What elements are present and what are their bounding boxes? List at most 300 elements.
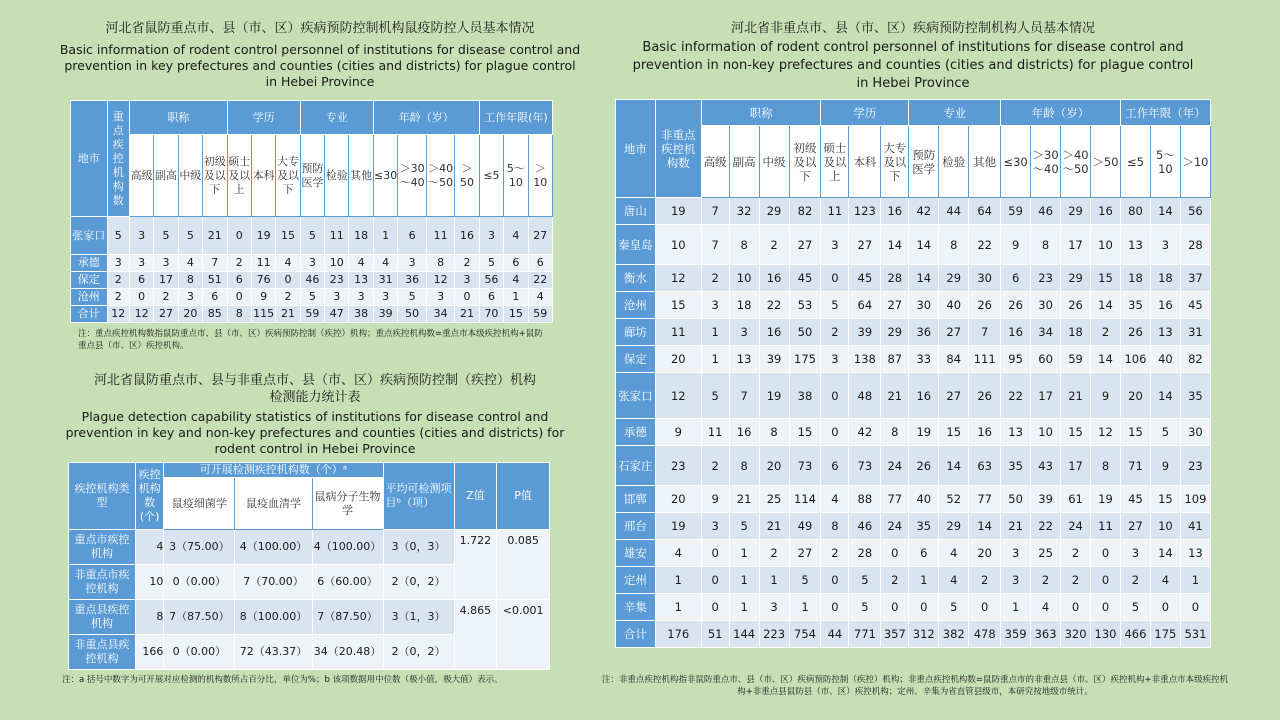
cell: 2 xyxy=(821,540,849,567)
cell: 35 xyxy=(1180,373,1210,419)
cell: 175 xyxy=(1150,621,1180,648)
cell: 29 xyxy=(939,265,969,292)
table-row xyxy=(616,373,1211,419)
cell: 5 xyxy=(300,289,324,306)
cell: 1 xyxy=(655,594,701,621)
cell: 0（0.00） xyxy=(164,635,235,670)
left-bottom-note: 注：a 括号中数字为可开展对应检测的机构数所占百分比，单位为%；b 该项数据用中位数（极小值，极大值）表示。 xyxy=(62,675,503,685)
cell: 8 xyxy=(729,225,759,265)
header-avg: 平均可检测项目ᵇ（项） xyxy=(383,463,454,530)
cell: 4 xyxy=(178,255,202,272)
cell: 82 xyxy=(1180,346,1210,373)
header-city: 地市 xyxy=(71,101,108,217)
cell: 26 xyxy=(969,373,1001,419)
subheader-5: 本科 xyxy=(849,126,881,198)
cell: 5 xyxy=(178,217,202,255)
cell: 15 xyxy=(1120,419,1150,446)
cell: 166 xyxy=(135,635,163,670)
cell: 59 xyxy=(300,306,324,323)
cell: 2 xyxy=(227,255,251,272)
left-top-note: 注：重点疾控机构数指鼠防重点市、县（市、区）疾病预防控制（疾控）机构；重点疾控机构数=重点市本级疾控机构+鼠防重点县（市、区）疾控机构。 xyxy=(78,329,543,351)
cell: 59 xyxy=(1061,346,1091,373)
subheader-3: 初级及以下 xyxy=(203,135,227,217)
cell: 16 xyxy=(909,373,939,419)
cell: 3 xyxy=(729,319,759,346)
cell: 5 xyxy=(701,373,729,419)
cell-p1: 0.085 xyxy=(497,530,550,600)
cell: 9 xyxy=(1150,446,1180,486)
cell: 9 xyxy=(251,289,275,306)
cell: 27 xyxy=(1120,513,1150,540)
cell: 39 xyxy=(759,346,789,373)
header-age-group: 年龄（岁） xyxy=(373,101,479,135)
cell: 88 xyxy=(849,486,881,513)
cell: 40 xyxy=(1150,346,1180,373)
cell: 8 xyxy=(426,255,454,272)
subheader-9: 其他 xyxy=(349,135,373,217)
table-row xyxy=(616,486,1211,513)
cell: 0 xyxy=(821,373,849,419)
cell: 0 xyxy=(227,217,251,255)
cell: 64 xyxy=(849,292,881,319)
cell: 754 xyxy=(789,621,821,648)
cell: 22 xyxy=(1031,513,1061,540)
table-row xyxy=(616,292,1211,319)
cell: 123 xyxy=(849,198,881,225)
subheader-4: 硕士及以上 xyxy=(821,126,849,198)
cell: 3 xyxy=(455,272,479,289)
cell: 5 xyxy=(1150,419,1180,446)
cell: 109 xyxy=(1180,486,1210,513)
cell: 7 xyxy=(969,319,1001,346)
table-row xyxy=(616,265,1211,292)
right-table xyxy=(615,99,1211,648)
table-row xyxy=(616,198,1211,225)
cell: 6 xyxy=(129,272,153,289)
subheader-0: 高级 xyxy=(701,126,729,198)
cell: 17 xyxy=(1031,373,1061,419)
cell: 4 xyxy=(939,540,969,567)
cell: 39 xyxy=(849,319,881,346)
cell: 6 xyxy=(227,272,251,289)
row-city: 沧州 xyxy=(71,289,108,306)
cell: 11 xyxy=(821,198,849,225)
cell: 13 xyxy=(729,346,759,373)
subheader-16: ＞10 xyxy=(1180,126,1210,198)
cell: 3 xyxy=(701,513,729,540)
subheader-2: 中级 xyxy=(178,135,202,217)
cell: 9 xyxy=(701,486,729,513)
cell: 14 xyxy=(1150,198,1180,225)
cell: 14 xyxy=(1091,292,1121,319)
cell: 77 xyxy=(969,486,1001,513)
cell: 138 xyxy=(849,346,881,373)
cell: 22 xyxy=(759,292,789,319)
cell: 39 xyxy=(1031,486,1061,513)
cell: 40 xyxy=(909,486,939,513)
cell: 2 xyxy=(759,540,789,567)
cell: 2 xyxy=(969,567,1001,594)
cell: 5 xyxy=(821,292,849,319)
cell: 6 xyxy=(1001,265,1031,292)
table-row xyxy=(71,272,553,289)
cell: 3 xyxy=(426,289,454,306)
cell: 4 xyxy=(821,486,849,513)
left-top-title-block xyxy=(40,20,600,90)
cell: 28 xyxy=(881,265,909,292)
cell: 3 xyxy=(1001,567,1031,594)
header-edu-group: 学历 xyxy=(227,101,300,135)
subheader-6: 大专及以下 xyxy=(276,135,300,217)
cell: 4（100.00） xyxy=(235,530,312,565)
row-city: 保定 xyxy=(71,272,108,289)
cell: 3 xyxy=(1150,225,1180,265)
header-s1: 鼠疫细菌学 xyxy=(164,478,235,530)
row-city: 邢台 xyxy=(616,513,656,540)
cell: 3 xyxy=(1120,540,1150,567)
left-top-table xyxy=(70,100,553,323)
cell: 71 xyxy=(1120,446,1150,486)
cell: 11 xyxy=(325,217,349,255)
cell: 63 xyxy=(969,446,1001,486)
cell: 1 xyxy=(504,289,528,306)
cell: 0 xyxy=(1091,540,1121,567)
header-title-group: 职称 xyxy=(701,100,821,126)
cell: 29 xyxy=(939,513,969,540)
row-city: 衡水 xyxy=(616,265,656,292)
subheader-8: 检验 xyxy=(325,135,349,217)
cell: 531 xyxy=(1180,621,1210,648)
cell: 8 xyxy=(881,419,909,446)
cell: 2 xyxy=(1120,567,1150,594)
header-s3: 鼠病分子生物学 xyxy=(312,478,383,530)
cell: 16 xyxy=(1091,198,1121,225)
cell: 4 xyxy=(939,567,969,594)
cell: 2 xyxy=(1061,540,1091,567)
cell: 2（0，2） xyxy=(383,565,454,600)
subheader-9: 其他 xyxy=(969,126,1001,198)
cell: 21 xyxy=(276,306,300,323)
cell: 22 xyxy=(969,225,1001,265)
cell: 6 xyxy=(909,540,939,567)
cell: 26 xyxy=(969,292,1001,319)
cell: 16 xyxy=(1150,292,1180,319)
cell: 41 xyxy=(1180,513,1210,540)
cell: 22 xyxy=(1001,373,1031,419)
cell: 26 xyxy=(1001,292,1031,319)
cell: 33 xyxy=(909,346,939,373)
left-top-title-en-1: Basic information of rodent control personnel of institutions for disease control and xyxy=(59,42,581,57)
cell: 144 xyxy=(729,621,759,648)
cell: 382 xyxy=(939,621,969,648)
row-type: 非重点市疾控机构 xyxy=(69,565,136,600)
cell: 3 xyxy=(373,289,398,306)
cell: 0 xyxy=(1180,594,1210,621)
subheader-4: 硕士及以上 xyxy=(227,135,251,217)
cell: 0 xyxy=(455,289,479,306)
cell: 115 xyxy=(251,306,275,323)
cell: 51 xyxy=(701,621,729,648)
cell: 3 xyxy=(107,255,129,272)
cell: 21 xyxy=(1001,513,1031,540)
cell: 21 xyxy=(455,306,479,323)
cell: 6 xyxy=(398,217,426,255)
cell: 20 xyxy=(969,540,1001,567)
cell: 771 xyxy=(849,621,881,648)
table-row xyxy=(71,255,553,272)
cell: 27 xyxy=(939,319,969,346)
cell: 0 xyxy=(821,594,849,621)
cell: 59 xyxy=(528,306,552,323)
cell: 26 xyxy=(909,446,939,486)
cell: 19 xyxy=(655,198,701,225)
left-bottom-title-cn-2: 检测能力统计表 xyxy=(269,390,361,405)
cell-z2: 4.865 xyxy=(454,600,497,670)
cell: 14 xyxy=(1150,373,1180,419)
cell: 27 xyxy=(154,306,178,323)
cell: 0 xyxy=(1091,567,1121,594)
cell: 20 xyxy=(759,446,789,486)
cell: 312 xyxy=(909,621,939,648)
cell: 20 xyxy=(655,486,701,513)
cell: 84 xyxy=(939,346,969,373)
subheader-5: 本科 xyxy=(251,135,275,217)
cell: 20 xyxy=(1120,373,1150,419)
cell: 27 xyxy=(939,373,969,419)
cell: 0 xyxy=(1150,594,1180,621)
cell: 11 xyxy=(1091,513,1121,540)
right-note: 注：非重点疾控机构指非鼠防重点市、县（市、区）疾病预防控制（疾控）机构；非重点疾控机构数=鼠防重点市的非重点县（市、区）疾控机构+非重点市本级疾控机构+非重点县鼠防县（市、区）疾控机构；定州、辛集为省直管县级市，本研究按地级市统计。 xyxy=(601,675,1229,697)
cell: 8 xyxy=(759,419,789,446)
cell: 2 xyxy=(1091,319,1121,346)
row-city: 辛集 xyxy=(616,594,656,621)
cell: 2 xyxy=(701,265,729,292)
cell: 29 xyxy=(1061,198,1091,225)
cell: 3 xyxy=(325,289,349,306)
cell: 6 xyxy=(821,446,849,486)
cell: 1 xyxy=(701,319,729,346)
cell: 11 xyxy=(655,319,701,346)
cell: 7 xyxy=(729,373,759,419)
header-count: 非重点疾控机构数 xyxy=(655,100,701,198)
header-major-group: 专业 xyxy=(300,101,373,135)
left-top-title-en-3: in Hebei Province xyxy=(265,74,375,89)
cell: 48 xyxy=(849,373,881,419)
cell: 19 xyxy=(909,419,939,446)
cell: 59 xyxy=(1001,198,1031,225)
cell: 2 xyxy=(821,319,849,346)
cell: 1 xyxy=(701,346,729,373)
cell: 15 xyxy=(1150,486,1180,513)
row-type: 重点县疾控机构 xyxy=(69,600,136,635)
cell: 20 xyxy=(655,346,701,373)
cell: 4 xyxy=(655,540,701,567)
row-city: 邯郸 xyxy=(616,486,656,513)
cell: 13 xyxy=(1120,225,1150,265)
cell: 10 xyxy=(655,225,701,265)
cell: 3 xyxy=(129,217,153,255)
cell: 0 xyxy=(1061,594,1091,621)
cell: 12 xyxy=(1091,419,1121,446)
cell: 1 xyxy=(789,594,821,621)
cell: 13 xyxy=(1150,319,1180,346)
cell: 15 xyxy=(789,419,821,446)
cell: 24 xyxy=(881,446,909,486)
cell: 3 xyxy=(349,289,373,306)
header-major-group: 专业 xyxy=(909,100,1001,126)
header-count: 重点疾控机构数 xyxy=(107,101,129,217)
cell: 5 xyxy=(729,513,759,540)
table-row xyxy=(616,621,1211,648)
cell: 5 xyxy=(107,217,129,255)
cell: 16 xyxy=(759,319,789,346)
cell: 5 xyxy=(479,255,503,272)
cell: 16 xyxy=(455,217,479,255)
subheader-15: 5～10 xyxy=(504,135,528,217)
cell: 20 xyxy=(178,306,202,323)
cell: 2 xyxy=(1061,567,1091,594)
table-row xyxy=(69,530,550,565)
cell: 43 xyxy=(1031,446,1061,486)
cell: 34（20.48） xyxy=(312,635,383,670)
cell: 21 xyxy=(1061,373,1091,419)
cell: 3 xyxy=(178,289,202,306)
table-row xyxy=(616,540,1211,567)
cell: 16 xyxy=(881,198,909,225)
cell: 0 xyxy=(1091,594,1121,621)
cell: 0 xyxy=(821,419,849,446)
row-city: 唐山 xyxy=(616,198,656,225)
cell: 5 xyxy=(849,594,881,621)
cell: 223 xyxy=(759,621,789,648)
subheader-10: ≤30 xyxy=(1001,126,1031,198)
cell: 32 xyxy=(729,198,759,225)
row-city: 合计 xyxy=(616,621,656,648)
cell: 17 xyxy=(1061,225,1091,265)
row-type: 重点市疾控机构 xyxy=(69,530,136,565)
header-num: 疾控机构数(个) xyxy=(135,463,163,530)
cell: 18 xyxy=(729,292,759,319)
cell: 35 xyxy=(1001,446,1031,486)
cell: 16 xyxy=(969,419,1001,446)
cell: 478 xyxy=(969,621,1001,648)
cell: 3 xyxy=(129,255,153,272)
cell: 25 xyxy=(759,486,789,513)
cell: 46 xyxy=(300,272,324,289)
cell: 130 xyxy=(1091,621,1121,648)
header-city: 地市 xyxy=(616,100,656,198)
cell: 29 xyxy=(881,319,909,346)
cell: 7 xyxy=(203,255,227,272)
subheader-10: ≤30 xyxy=(373,135,398,217)
cell: 14 xyxy=(939,446,969,486)
cell: 6（60.00） xyxy=(312,565,383,600)
cell: 45 xyxy=(1120,486,1150,513)
cell: 5 xyxy=(849,567,881,594)
cell: 2（0，2） xyxy=(383,635,454,670)
table-row xyxy=(71,306,553,323)
cell: 16 xyxy=(729,419,759,446)
row-city: 承德 xyxy=(616,419,656,446)
cell: 28 xyxy=(1180,225,1210,265)
cell: 8 xyxy=(178,272,202,289)
cell: 4 xyxy=(504,272,528,289)
cell: 15 xyxy=(1091,265,1121,292)
subheader-16: ＞10 xyxy=(528,135,552,217)
cell: 23 xyxy=(325,272,349,289)
cell: 56 xyxy=(479,272,503,289)
cell: 53 xyxy=(789,292,821,319)
cell: 56 xyxy=(1180,198,1210,225)
cell: 13 xyxy=(1180,540,1210,567)
cell: 30 xyxy=(1180,419,1210,446)
cell: 31 xyxy=(373,272,398,289)
subheader-13: ＞50 xyxy=(1091,126,1121,198)
cell: 50 xyxy=(398,306,426,323)
cell: 6 xyxy=(479,289,503,306)
cell: 8 xyxy=(939,225,969,265)
table-row xyxy=(616,346,1211,373)
row-city: 张家口 xyxy=(71,217,108,255)
subheader-12: ＞40～50 xyxy=(1061,126,1091,198)
cell: 22 xyxy=(528,272,552,289)
cell: 6 xyxy=(504,255,528,272)
cell: 0 xyxy=(821,567,849,594)
cell: 8 xyxy=(1091,446,1121,486)
row-city: 沧州 xyxy=(616,292,656,319)
cell: 0 xyxy=(821,265,849,292)
cell: 1 xyxy=(909,567,939,594)
cell: 2 xyxy=(701,446,729,486)
cell: 64 xyxy=(969,198,1001,225)
cell: 6 xyxy=(203,289,227,306)
subheader-2: 中级 xyxy=(759,126,789,198)
cell: 4 xyxy=(135,530,163,565)
cell: 45 xyxy=(1180,292,1210,319)
cell: 8（100.00） xyxy=(235,600,312,635)
cell: 3（1，3） xyxy=(383,600,454,635)
cell: 24 xyxy=(1061,513,1091,540)
cell: 73 xyxy=(849,446,881,486)
cell: 13 xyxy=(1001,419,1031,446)
cell: 35 xyxy=(909,513,939,540)
cell: 16 xyxy=(1001,319,1031,346)
cell: 111 xyxy=(969,346,1001,373)
subheader-1: 副高 xyxy=(154,135,178,217)
cell: 45 xyxy=(789,265,821,292)
cell: 10 xyxy=(325,255,349,272)
cell: 176 xyxy=(655,621,701,648)
table-row xyxy=(616,319,1211,346)
cell: 106 xyxy=(1120,346,1150,373)
cell: 14 xyxy=(969,513,1001,540)
cell: 15 xyxy=(939,419,969,446)
cell: 29 xyxy=(1061,265,1091,292)
cell: 18 xyxy=(1061,319,1091,346)
subheader-8: 检验 xyxy=(939,126,969,198)
subheader-6: 大专及以下 xyxy=(881,126,909,198)
cell: 42 xyxy=(849,419,881,446)
cell: 0 xyxy=(701,567,729,594)
subheader-3: 初级及以下 xyxy=(789,126,821,198)
cell: 15 xyxy=(655,292,701,319)
header-z: Z值 xyxy=(454,463,497,530)
cell: 36 xyxy=(398,272,426,289)
cell: 27 xyxy=(789,225,821,265)
cell: 36 xyxy=(909,319,939,346)
cell: 77 xyxy=(881,486,909,513)
header-s2: 鼠疫血清学 xyxy=(235,478,312,530)
